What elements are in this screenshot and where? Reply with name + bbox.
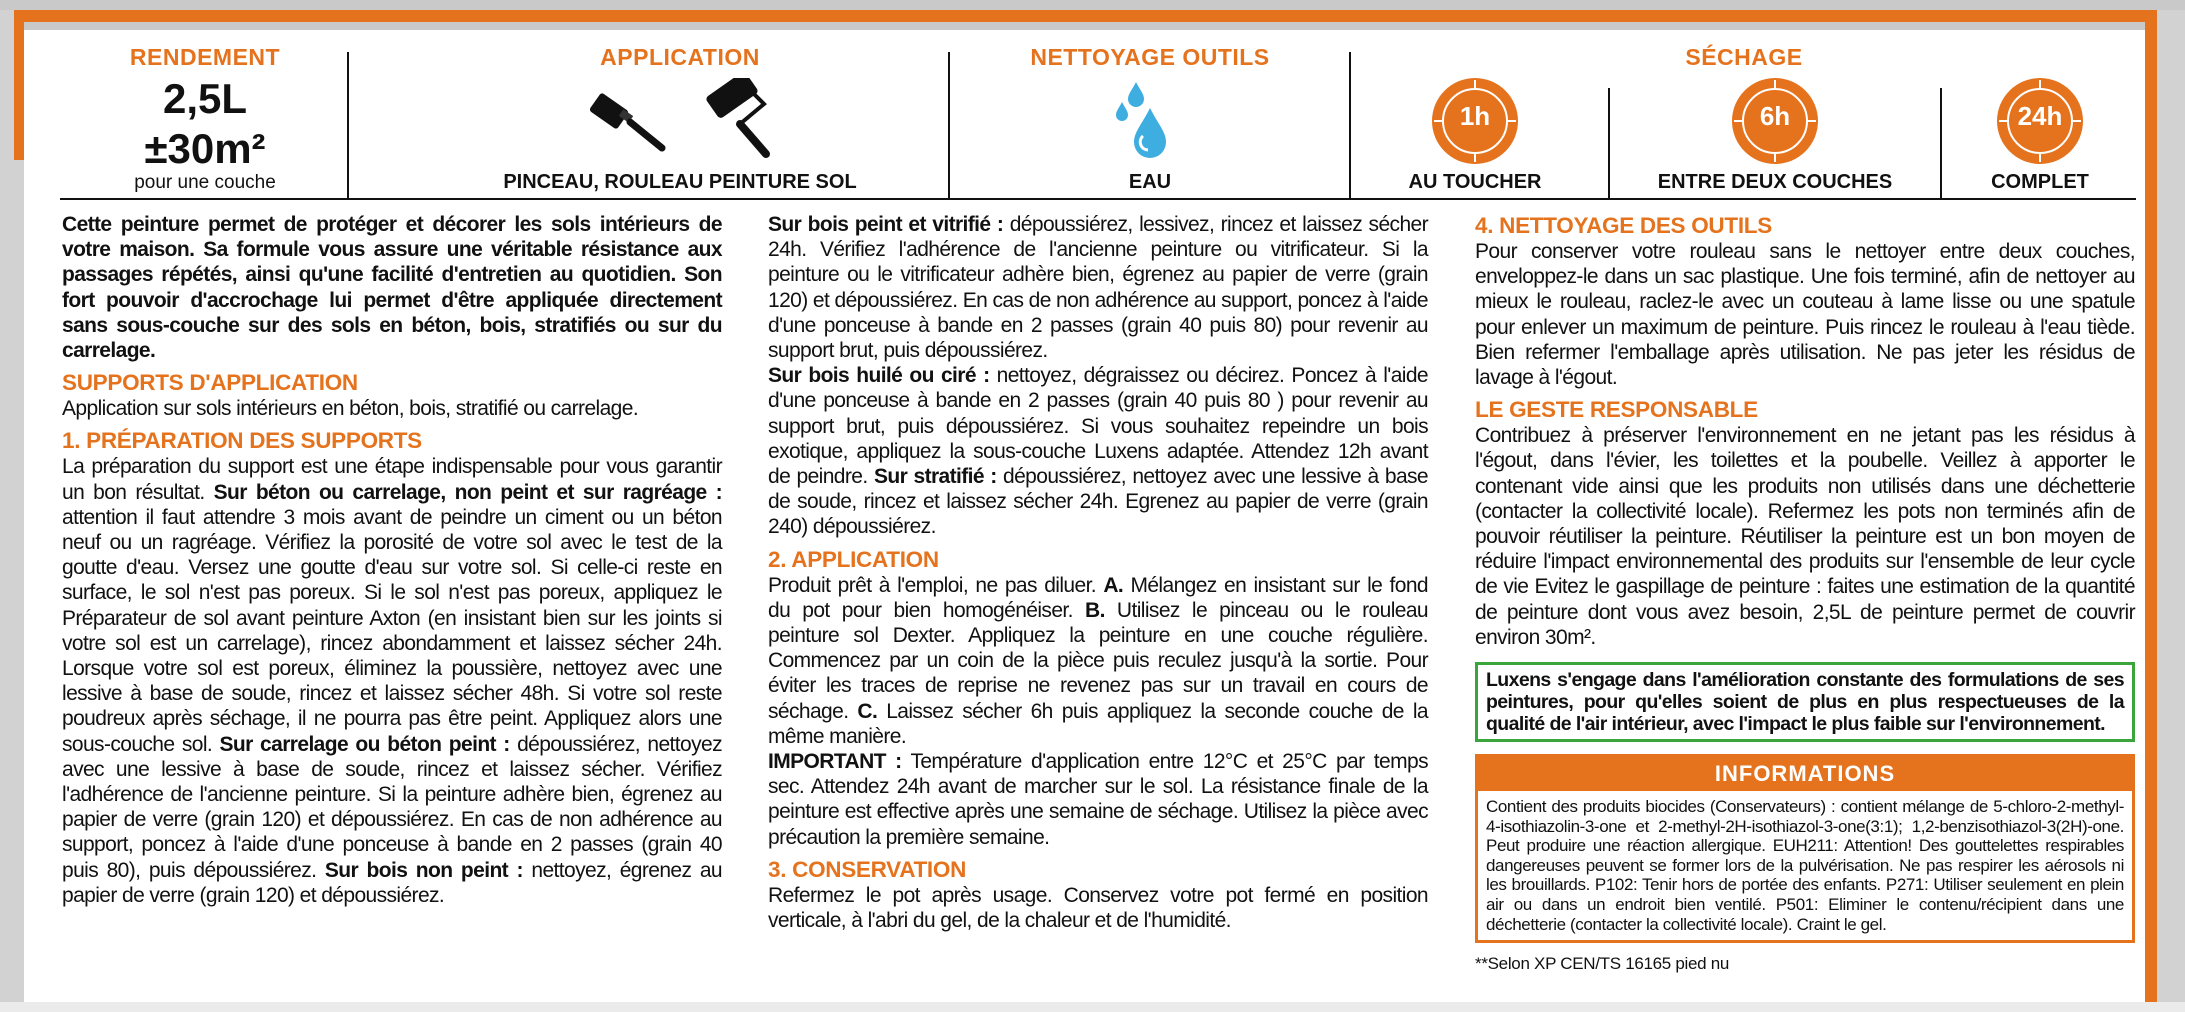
section-title-supports: SUPPORTS D'APPLICATION [62,370,358,396]
sechage-item [1352,40,1598,200]
sechage-title: SÉCHAGE [1685,44,1803,70]
section-title-geste: LE GESTE RESPONSABLE [1475,397,1758,423]
application-title: APPLICATION [600,44,760,70]
column-right [1475,212,2135,976]
application-caption: PINCEAU, ROULEAU PEINTURE SOL [503,171,857,193]
section-title-conservation: 3. CONSERVATION [768,856,967,882]
supports-text: Application sur sols intérieurs en béton, bois, stratifié ou carrelage. [62,397,639,421]
paintbrush-icon [590,82,680,162]
paint-roller-icon [690,78,790,162]
clock-icon [1432,78,1518,164]
column-middle [768,212,1428,933]
clock-icon [1732,78,1818,164]
drying-time: 6h [1759,101,1791,131]
nettoyage-caption: EAU [1128,171,1172,193]
geste-text: Contribuez à préserver l'environnement en ne jetant pas les résidus à l'égout, dans l'évier, les toilettes et la poubelle. Veillez à apporter le contenant vide ainsi que les produits non utilisés dans une déchetterie (contacter la collectivité locale). Refermez les pots non terminés afin de pouvoir réutiliser la peinture. Réutiliser la peinture est un bon moyen de réduire l'impact environnemental des produits sur l'ensemble de leur cycle de vie Evitez le gaspillage de peinture : faites une estimation de la quantité de peinture dont vous avez besoin, 2,5L de peinture permet de couvrir environ 30m². [1475,424,2135,649]
informations-title: INFORMATIONS [1478,757,2132,791]
rendement-title: RENDEMENT [129,44,281,70]
water-drops-icon [1110,78,1180,168]
application-text: Produit prêt à l'emploi, ne pas diluer. A. Mélangez en insistant sur le fond du pot pour bien homogénéiser. B. Utilisez le pinceau ou le rouleau peinture sol Dexter. Appliquez la peinture en une couche régulière. Commencez par un coin de la pièce puis reculez jusqu'à la sortie. Pour éviter les traces de reprise ne revenez pas sur un travail en cours de séchage. C. Laissez sécher 6h puis appliquez la seconde couche de la même manière. [768,573,1429,748]
frame-bottom [0,1002,2185,1012]
divider [1608,88,1610,200]
rendement-area: ±30m² [144,125,266,172]
frame-orange-band [20,10,2150,22]
informations-box [1475,754,2135,943]
column-left [62,212,722,908]
rendement-block [60,40,350,200]
section-title-application: 2. APPLICATION [768,546,939,572]
section-title-cleaning: 4. NETTOYAGE DES OUTILS [1475,213,1772,238]
clock-icon [1997,78,2083,164]
drying-time: 1h [1459,101,1491,131]
cleaning-text: Pour conserver votre rouleau sans le nettoyer entre deux couches, enveloppez-le dans un sac plastique. Une fois terminé, afin de nettoyer au mieux le rouleau, raclez-le avec un couteau à lame lisse ou une spatule pour enlever un maximum de peinture. Puis rincez le rouleau à l'eau tiède. Bien refermer l'emballage après utilisation. Ne pas jeter les résidus de lavage à l'égout. [1475,240,2135,390]
commitment-box: Luxens s'engage dans l'amélioration constante des formulations de ses peintures, pour qu'elles soient de plus en plus respectueuses de la qualité de l'air intérieur, avec l'impact le plus faible sur l'environnement. [1475,662,2135,742]
drying-time: 24h [2017,101,2063,131]
informations-text: Contient des produits biocides (Conservateurs) : contient mélange de 5-chloro-2-methyl-4-isothiazolin-3-one et 2-methyl-2H-isothiazol-3-one(3:1); 1,2-benzisothiazol-3(2H)-one. Peut produire une réaction allergique. EUH211: Attention! Des gouttelettes respirables dangereuses peuvent se former lors de la pulvérisation. Ne pas respirer les aérosols ni les brouillards. P102: Tenir hors de portée des enfants. P271: Utiliser seulement en plein air ou dans un endroit bien ventilé. P501: Eliminer le contenu/récipient dans une déchetterie (contacter la collectivité locale). Craint le gel. [1486,797,2124,934]
divider [1349,52,1351,200]
conservation-text: Refermez le pot après usage. Conservez votre pot fermé en position verticale, à l'abri du gel, de la chaleur et de l'humidité. [768,883,1428,933]
rendement-caption: pour une couche [134,172,276,193]
drying-caption: AU TOUCHER [1408,171,1542,193]
important-text: IMPORTANT : Température d'application entre 12°C et 25°C par temps sec. Attendez 24h avant de marcher sur le sol. La résistance finale de la peinture est effective après une semaine de séchage. Utilisez la pièce avec précaution la première semaine. [768,750,1428,849]
wood-oiled-text: Sur bois huilé ou ciré : nettoyez, dégraissez ou décirez. Poncez à l'aide d'une ponceuse à bande en 2 passes (grain 40 puis 80 ) pour revenir au support brut, puis dépoussiérez. Si vous souhaitez repeindre un bois exotique, appliquez la sous-couche Luxens adaptée. Attendez 12h avant de peindre. Sur stratifié : dépoussiérez, nettoyez avec une lessive à base de soude, rincez et laissez sécher 24h. Egrenez au papier de verre (grain 240) dépoussiérez. [768,364,1429,539]
rendement-liters: 2,5L [162,75,248,122]
wood-varnished-text: Sur bois peint et vitrifié : dépoussiérez, lessivez, rincez et laissez sécher 24h. Vérifiez l'adhérence de l'ancienne peinture ou vitrificateur. Si la peinture ou le vitrificateur adhère bien, égrenez au papier de verre (grain 120) et dépoussiérez. En cas de non adhérence au support, poncez à l'aide d'une ponceuse à bande en 2 passes (grain 40 puis 80) pour revenir au support brut, puis dépoussiérez. [768,213,1428,363]
footnote: **Selon XP CEN/TS 16165 pied nu [1475,954,1730,974]
frame-left [0,10,24,1010]
spec-header [60,40,2136,200]
intro-paragraph: Cette peinture permet de protéger et décorer les sols intérieurs de votre maison. Sa formule vous assure une véritable résistance aux passages répétés, ainsi qu'une facilité d'entretien au quotidien. Son fort pouvoir d'accrochage lui permet d'être appliquée directement sans sous-couche sur des sols en béton, bois, stratifiés ou sur du carrelage. [62,213,722,363]
section-title-preparation: 1. PRÉPARATION DES SUPPORTS [62,428,422,454]
application-block [350,40,1010,200]
divider [1940,88,1942,200]
nettoyage-block [950,40,1350,200]
frame-orange-left [14,10,24,160]
preparation-text: La préparation du support est une étape indispensable pour vous garantir un bon résultat. Sur béton ou carrelage, non peint et sur ragréage : attention il faut attendre 3 mois avant de peindre un ciment ou un béton neuf ou un ragréage. Vérifiez la porosité de votre sol avec le test de la goutte d'eau. Versez une goutte d'eau sur votre sol. Si celle-ci reste en surface, le sol n'est pas poreux. Si le sol n'est pas poreux, appliquez le Préparateur de sol avant peinture Axton (en insistant bien sur les joints si votre sol est un carrelage), rincez abondamment et laissez sécher 24h. Lorsque votre sol est poreux, éliminez la poussière, nettoyez avec une lessive à base de soude, rincez et laissez sécher 48h. Si votre sol reste poudreux après séchage, il ne pourra pas être peint. Appliquez alors une sous-couche sol. Sur carrelage ou béton peint : dépoussiérez, nettoyez avec une lessive à base de soude, rincez et laissez sécher. Vérifiez l'adhérence de l'ancienne peinture. Si la peinture adhère bien, égrenez au papier de verre (grain 120) et dépoussiérez. En cas de non adhérence au support, poncez à l'aide d'une ponceuse à bande en 2 passes (grain 40 puis 80), puis dépoussiérez. Sur bois non peint : nettoyez, égrenez au papier de verre (grain 120) et dépoussiérez. [62,455,723,907]
drying-caption: ENTRE DEUX COUCHES [1657,171,1893,193]
frame-orange-right [2145,10,2157,1010]
sechage-item [1944,40,2136,200]
divider [347,52,349,200]
sechage-item [1612,40,1938,200]
drying-caption: COMPLET [1991,171,2089,193]
nettoyage-title: NETTOYAGE OUTILS [1030,44,1270,70]
